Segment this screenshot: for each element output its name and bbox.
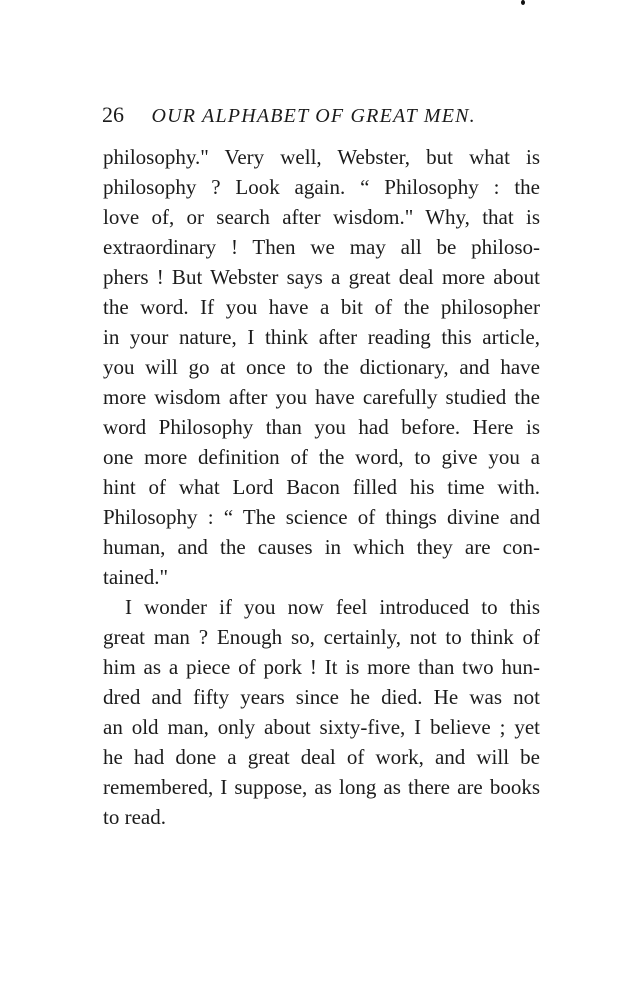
text-line: one more definition of the word, to give you a: [103, 445, 540, 469]
paragraph-2: [103, 592, 540, 832]
paragraph-1: [103, 142, 540, 592]
text-line: dred and fifty years since he died. He was not: [103, 685, 540, 709]
text-line: the word. If you have a bit of the philosopher: [103, 295, 540, 319]
text-line: human, and the causes in which they are con-: [103, 535, 540, 559]
page-header: [102, 100, 542, 130]
running-title: OUR ALPHABET OF GREAT MEN.: [151, 105, 476, 127]
text-line: an old man, only about sixty-five, I believe ; yet: [103, 715, 540, 739]
text-line: remembered, I suppose, as long as there are books: [103, 775, 540, 799]
text-line: tained.": [103, 565, 169, 589]
text-line: in your nature, I think after reading this article,: [103, 325, 540, 349]
ink-speck: [521, 0, 525, 5]
text-line: love of, or search after wisdom." Why, that is: [103, 205, 540, 229]
body-text: [103, 142, 540, 832]
text-line: philosophy." Very well, Webster, but what is: [103, 145, 540, 169]
text-line: I wonder if you now feel introduced to this: [125, 595, 540, 619]
text-line: philosophy ? Look again. “ Philosophy : the: [103, 175, 540, 199]
text-line: phers ! But Webster says a great deal more about: [103, 265, 540, 289]
page-number: 26: [102, 102, 124, 127]
text-line: Philosophy : “ The science of things divine and: [103, 505, 540, 529]
text-line: hint of what Lord Bacon filled his time with.: [103, 475, 540, 499]
text-line: he had done a great deal of work, and will be: [103, 745, 540, 769]
text-line: you will go at once to the dictionary, and have: [103, 355, 540, 379]
text-line: him as a piece of pork ! It is more than two hun-: [103, 655, 540, 679]
text-line: word Philosophy than you had before. Here is: [103, 415, 540, 439]
text-line: great man ? Enough so, certainly, not to think of: [103, 625, 540, 649]
text-line: more wisdom after you have carefully studied the: [103, 385, 540, 409]
text-line: extraordinary ! Then we may all be philoso-: [103, 235, 540, 259]
text-line: to read.: [103, 805, 166, 829]
